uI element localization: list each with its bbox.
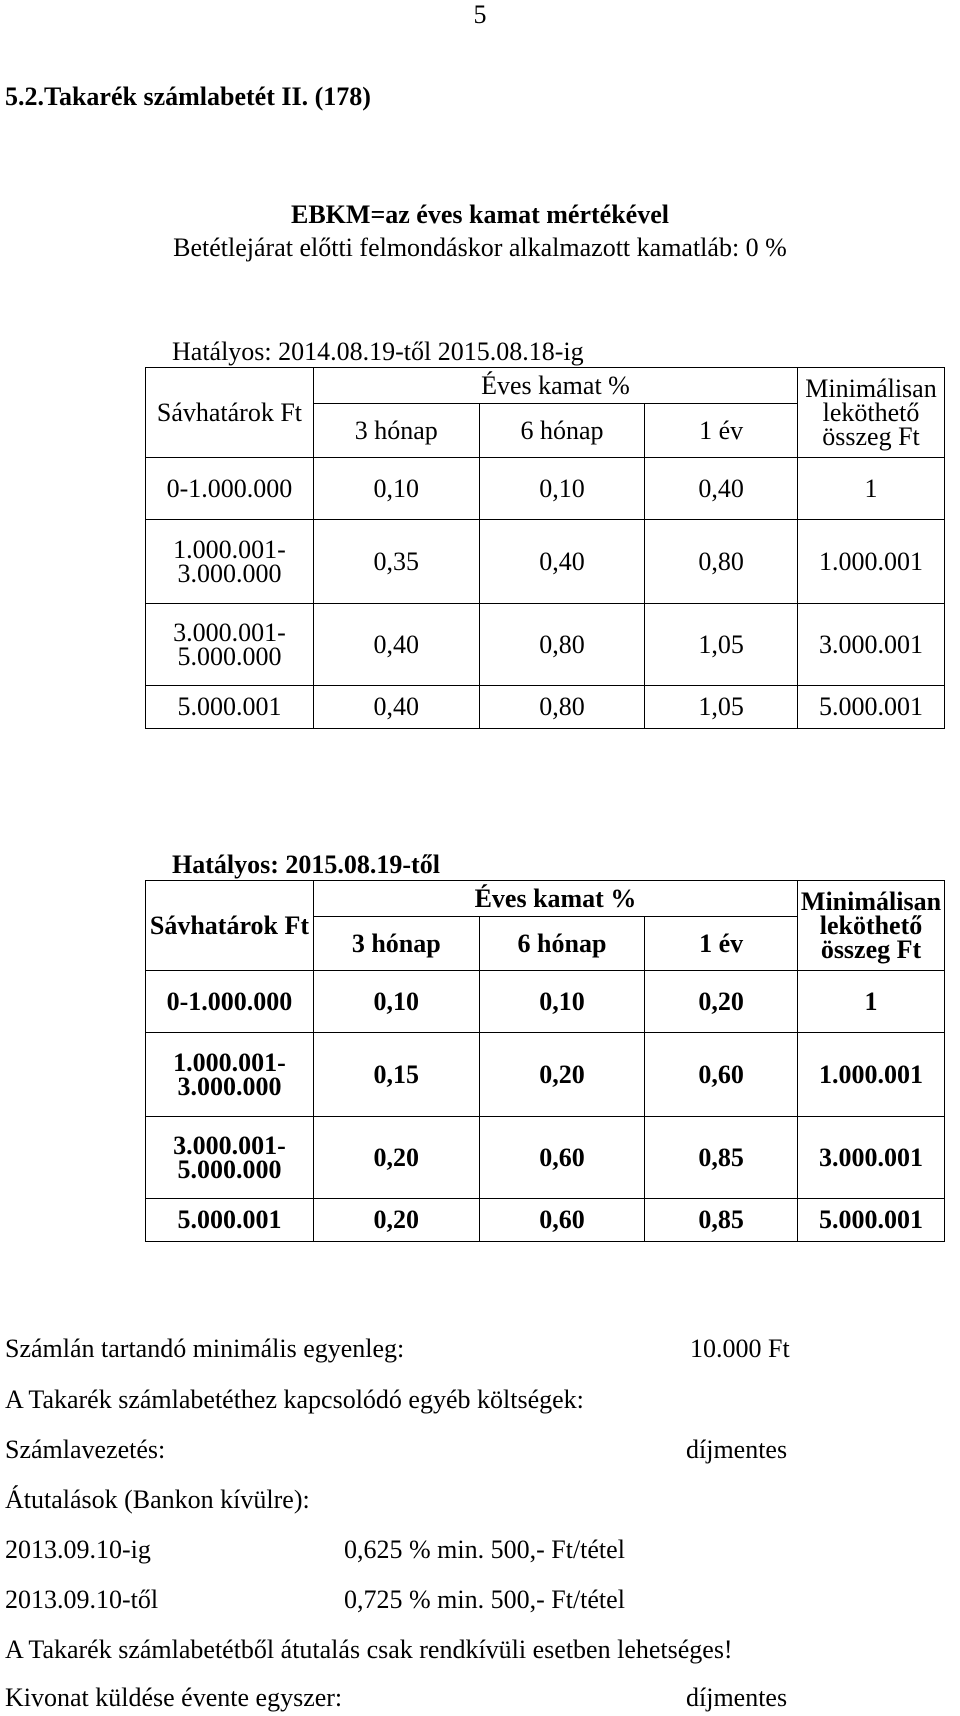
header-annual-rate: Éves kamat % [313,881,797,917]
band-cell: 3.000.001-5.000.000 [146,604,314,686]
min-amount-cell: 5.000.001 [798,1199,945,1242]
statement-value: díjmentes [686,1683,788,1712]
rate-1y-cell: 1,05 [645,686,798,729]
rate-6m-cell: 0,40 [479,520,645,604]
header-band: Sávhatárok Ft [146,368,314,458]
header-min-amount: Minimálisan leköthető összeg Ft [798,368,945,458]
rate-1y-cell: 0,20 [645,971,798,1033]
account-keeping-value: díjmentes [686,1435,788,1464]
early-termination-note: Betétlejárat előtti felmondáskor alkalmazott kamatláb: 0 % [173,233,787,262]
min-amount-cell: 1.000.001 [798,1033,945,1117]
min-amount-cell: 5.000.001 [798,686,945,729]
rate-1y-cell: 0,40 [645,458,798,520]
rate-6m-cell: 0,80 [479,604,645,686]
exceptional-transfer-note: A Takarék számlabetétből átutalás csak rendkívüli esetben lehetséges! [5,1635,733,1664]
transfer-until-value: 0,625 % min. 500,- Ft/tétel [344,1535,625,1564]
account-keeping-label: Számlavezetés: [5,1435,166,1464]
transfers-label: Átutalások (Bankon kívülre): [5,1485,310,1514]
rate-3m-cell: 0,40 [313,604,479,686]
table1-validity: Hatályos: 2014.08.19-től 2015.08.18-ig [172,337,584,366]
min-balance-label: Számlán tartandó minimális egyenleg: [5,1334,405,1363]
rate-6m-cell: 0,20 [479,1033,645,1117]
rate-3m-cell: 0,20 [313,1199,479,1242]
header-1-year: 1 év [645,404,798,458]
header-min-amount: Minimálisan leköthető összeg Ft [798,881,945,971]
rate-3m-cell: 0,15 [313,1033,479,1117]
band-cell: 1.000.001-3.000.000 [146,520,314,604]
rate-table-2014 [145,367,945,729]
rate-6m-cell: 0,10 [479,458,645,520]
rate-3m-cell: 0,10 [313,458,479,520]
section-title: 5.2.Takarék számlabetét II. (178) [5,82,371,111]
table-row [146,971,945,1033]
rate-1y-cell: 0,60 [645,1033,798,1117]
page-number: 5 [473,0,487,29]
header-3-months: 3 hónap [313,917,479,971]
transfer-from-label: 2013.09.10-től [5,1585,159,1614]
rate-6m-cell: 0,60 [479,1117,645,1199]
transfer-until-label: 2013.09.10-ig [5,1535,151,1564]
table2-validity: Hatályos: 2015.08.19-től [172,850,440,879]
table-row [146,1199,945,1242]
rate-3m-cell: 0,35 [313,520,479,604]
rate-table-2015 [145,880,945,1242]
band-cell: 5.000.001 [146,1199,314,1242]
rate-1y-cell: 0,80 [645,520,798,604]
rate-3m-cell: 0,40 [313,686,479,729]
table-row [146,604,945,686]
min-amount-cell: 1 [798,458,945,520]
ebkm-note: EBKM=az éves kamat mértékével [291,200,669,229]
rate-6m-cell: 0,10 [479,971,645,1033]
min-amount-cell: 1 [798,971,945,1033]
table-row [146,1117,945,1199]
band-cell: 3.000.001-5.000.000 [146,1117,314,1199]
min-amount-cell: 3.000.001 [798,1117,945,1199]
rate-3m-cell: 0,20 [313,1117,479,1199]
rate-6m-cell: 0,80 [479,686,645,729]
rate-1y-cell: 0,85 [645,1117,798,1199]
header-6-months: 6 hónap [479,917,645,971]
header-band: Sávhatárok Ft [146,881,314,971]
min-balance-value: 10.000 Ft [690,1334,790,1363]
band-cell: 1.000.001-3.000.000 [146,1033,314,1117]
table-row [146,686,945,729]
header-3-months: 3 hónap [313,404,479,458]
statement-label: Kivonat küldése évente egyszer: [5,1683,343,1712]
band-cell: 5.000.001 [146,686,314,729]
header-annual-rate: Éves kamat % [313,368,797,404]
band-cell: 0-1.000.000 [146,971,314,1033]
rate-3m-cell: 0,10 [313,971,479,1033]
other-costs-heading: A Takarék számlabetéthez kapcsolódó egyéb költségek: [5,1385,584,1414]
min-amount-cell: 1.000.001 [798,520,945,604]
rate-1y-cell: 0,85 [645,1199,798,1242]
header-1-year: 1 év [645,917,798,971]
table-row [146,520,945,604]
table-row [146,1033,945,1117]
band-cell: 0-1.000.000 [146,458,314,520]
min-amount-cell: 3.000.001 [798,604,945,686]
header-6-months: 6 hónap [479,404,645,458]
table-row [146,458,945,520]
transfer-from-value: 0,725 % min. 500,- Ft/tétel [344,1585,625,1614]
rate-1y-cell: 1,05 [645,604,798,686]
rate-6m-cell: 0,60 [479,1199,645,1242]
